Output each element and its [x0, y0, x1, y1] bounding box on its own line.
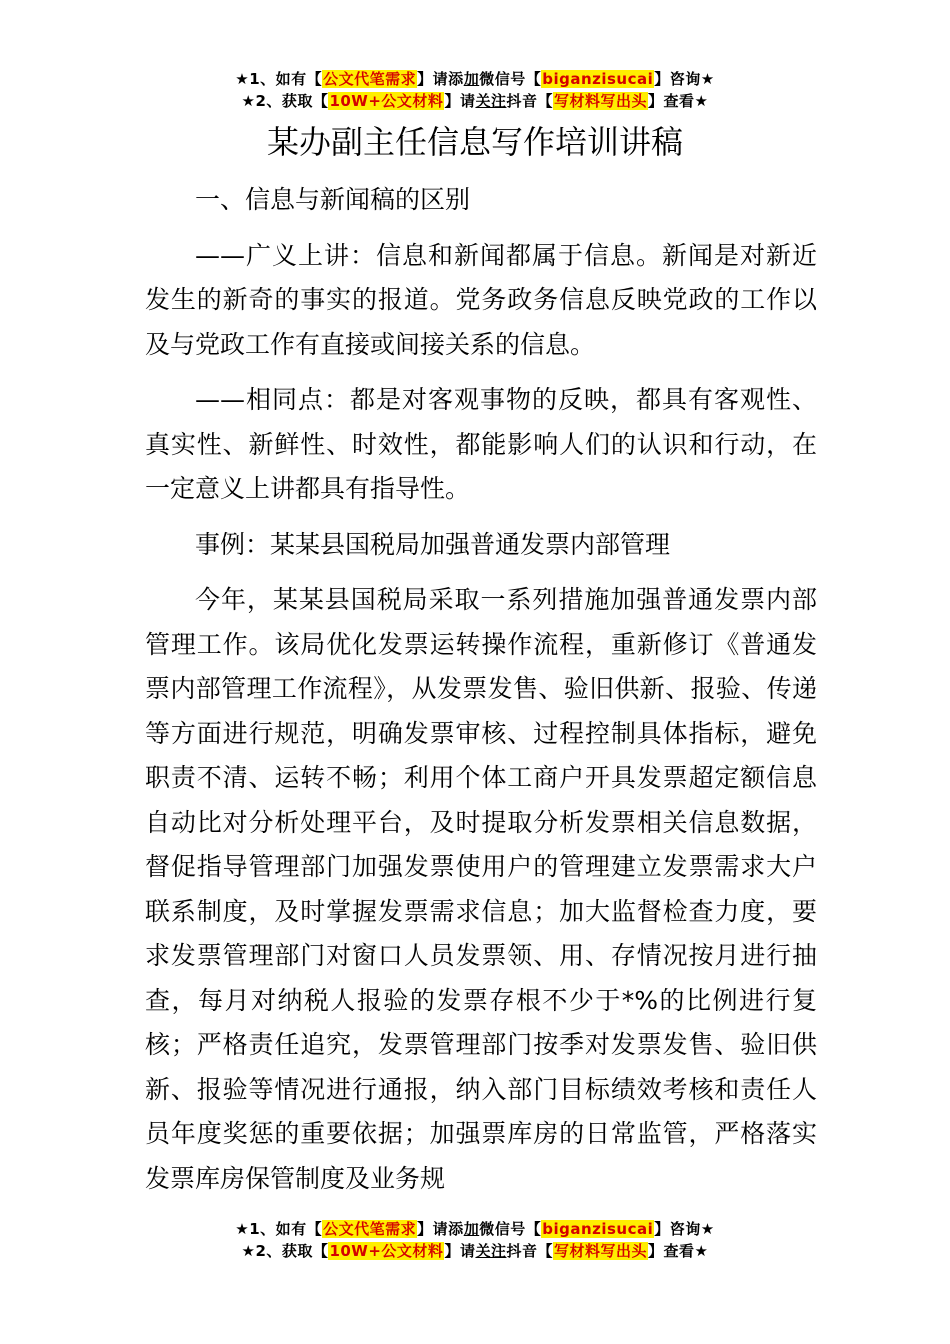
banner-text: ★1、如有【	[235, 70, 323, 88]
underlined-text: 加	[463, 1220, 480, 1238]
banner-text: 】请	[444, 1242, 476, 1260]
highlight-wechat-id: biganzisucai	[542, 70, 654, 88]
banner-text: 】请添	[417, 1220, 464, 1238]
banner-text: ★2、获取【	[241, 92, 329, 110]
bottom-banner	[0, 1218, 950, 1262]
banner-text: 】查看★	[648, 1242, 709, 1260]
paragraph: ——广义上讲：信息和新闻都属于信息。新闻是对新近发生的新奇的事实的报道。党务政务信息反映党政的工作以及与党政工作有直接或间接关系的信息。	[145, 240, 817, 359]
top-banner	[0, 68, 950, 112]
underlined-text: 关注	[475, 1242, 507, 1260]
banner-line-2	[0, 90, 950, 112]
banner-text: 】咨询★	[654, 70, 715, 88]
highlight-wechat-id: biganzisucai	[542, 1220, 654, 1238]
underlined-text: 关注	[475, 92, 507, 110]
banner-text: 微信号【	[479, 1220, 542, 1238]
paragraph: ——相同点：都是对客观事物的反映，都具有客观性、真实性、新鲜性、时效性，都能影响人们的认识和行动，在一定意义上讲都具有指导性。	[145, 385, 817, 503]
banner-text: 】请	[444, 92, 476, 110]
banner-text: ★2、获取【	[241, 1242, 329, 1260]
highlight-materials: 10W+公文材料	[329, 92, 444, 110]
document-body	[145, 178, 817, 1212]
highlight-materials: 10W+公文材料	[329, 1242, 444, 1260]
highlight-service: 公文代笔需求	[323, 1220, 417, 1238]
banner-text: 抖音【	[506, 1242, 553, 1260]
banner-text: 抖音【	[506, 92, 553, 110]
banner-text: 】请添	[417, 70, 464, 88]
highlight-douyin: 写材料写出头	[553, 92, 647, 110]
highlight-service: 公文代笔需求	[323, 70, 417, 88]
banner-text: ★1、如有【	[235, 1220, 323, 1238]
banner-text: 】咨询★	[654, 1220, 715, 1238]
underlined-text: 加	[463, 70, 480, 88]
example-heading: 事例：某某县国税局加强普通发票内部管理	[195, 529, 671, 559]
banner-text: 微信号【	[479, 70, 542, 88]
banner-line-1	[0, 68, 950, 90]
highlight-douyin: 写材料写出头	[553, 1242, 647, 1260]
page-title: 某办副主任信息写作培训讲稿	[266, 123, 683, 161]
banner-line-1	[0, 1218, 950, 1240]
section-heading: 一、信息与新闻稿的区别	[195, 185, 471, 214]
paragraph: 今年，某某县国税局采取一系列措施加强普通发票内部管理工作。该局优化发票运转操作流程，重新修订《普通发票内部管理工作流程》，从发票发售、验旧供新、报验、传递等方面进行规范，明确发票审核、过程控制具体指标，避免职责不清、运转不畅；利用个体工商户开具发票超定额信息自动比对分析处理平台，及时提取分析发票相关信息数据，督促指导管理部门加强发票使用户的管理建立发票需求大户联系制度，及时掌握发票需求信息；加大监督检查力度，要求发票管理部门对窗口人员发票领、用、存情况按月进行抽查，每月对纳税人报验的发票存根不少于*%的比例进行复核；严格责任追究，发票管理部门按季对发票发售、验旧供新、报验等情况进行通报，纳入部门目标绩效考核和责任人员年度奖惩的重要依据；加强票库房的日常监管，严格落实发票库房保管制度及业务规	[145, 585, 817, 1193]
banner-line-2	[0, 1240, 950, 1262]
banner-text: 】查看★	[648, 92, 709, 110]
